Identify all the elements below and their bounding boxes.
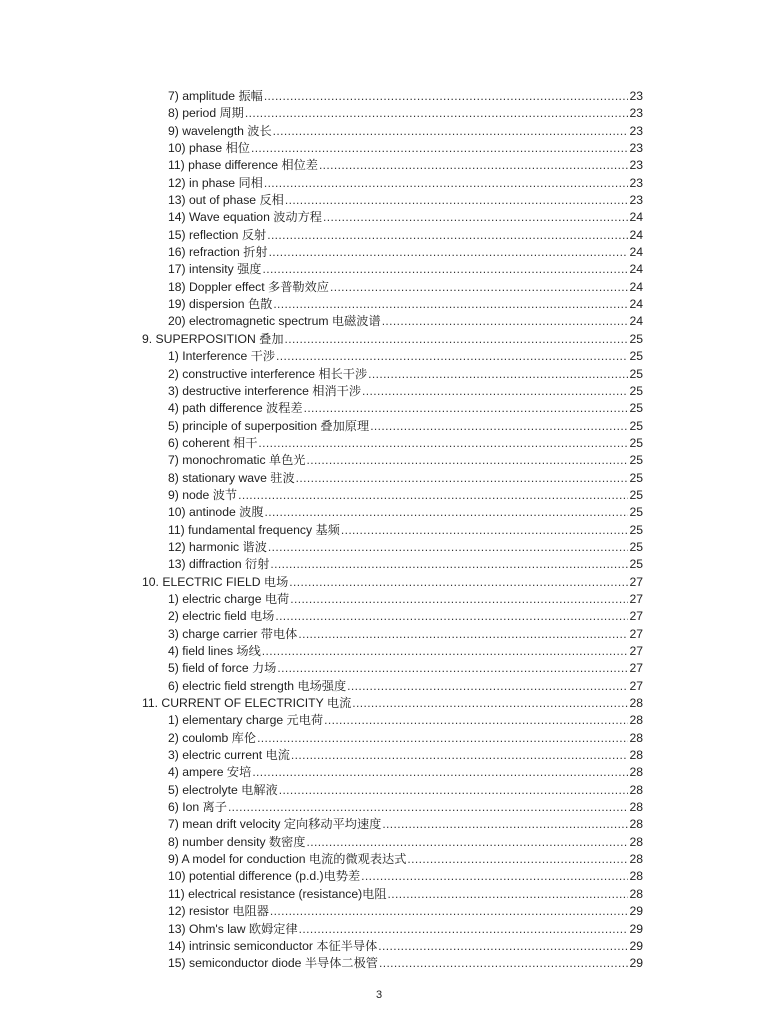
toc-entry[interactable] (142, 678, 643, 695)
toc-entry-page-number: 24 (629, 262, 643, 277)
toc-entry-label: 5) field of force 力场 (168, 661, 277, 676)
toc-entry-label: 10. ELECTRIC FIELD 电场 (142, 574, 289, 589)
toc-entry-label: 6) Ion 离子 (168, 800, 227, 815)
toc-entry-page-number: 23 (629, 158, 643, 173)
toc-entry-page-number: 25 (629, 383, 643, 398)
dot-leader (268, 539, 629, 556)
dot-leader (382, 313, 629, 330)
toc-entry[interactable] (142, 938, 643, 955)
toc-entry-page-number: 23 (629, 193, 643, 208)
dot-leader (379, 955, 628, 972)
dot-leader (264, 88, 629, 105)
toc-entry[interactable] (142, 504, 643, 521)
toc-entry-page-number: 25 (629, 331, 643, 346)
toc-entry-label: 7) mean drift velocity 定向移动平均速度 (168, 817, 382, 832)
dot-leader (257, 730, 628, 747)
toc-section-heading[interactable] (142, 574, 643, 591)
toc-entry-page-number: 24 (629, 297, 643, 312)
toc-entry-page-number: 23 (629, 89, 643, 103)
toc-entry-page-number: 28 (629, 800, 643, 815)
toc-entry[interactable] (142, 886, 643, 903)
toc-entry-label: 5) electrolyte 电解液 (168, 782, 278, 797)
toc-entry[interactable] (142, 383, 643, 400)
toc-entry[interactable] (142, 435, 643, 452)
dot-leader (388, 886, 629, 903)
toc-entry-label: 11) fundamental frequency 基频 (168, 522, 340, 537)
toc-entry-label: 10) phase 相位 (168, 141, 250, 156)
dot-leader (285, 192, 629, 209)
toc-entry[interactable] (142, 452, 643, 469)
toc-entry-page-number: 28 (629, 696, 643, 711)
toc-entry-label: 3) charge carrier 带电体 (168, 626, 298, 641)
toc-entry-page-number: 23 (629, 141, 643, 156)
toc-entry-page-number: 29 (629, 921, 643, 936)
toc-entry-page-number: 29 (629, 956, 643, 971)
dot-leader (319, 157, 628, 174)
toc-entry-page-number: 27 (629, 678, 643, 693)
toc-entry-label: 13) diffraction 衍射 (168, 557, 270, 572)
toc-entry[interactable] (142, 921, 643, 938)
toc-entry[interactable] (142, 88, 643, 105)
toc-entry[interactable] (142, 591, 643, 608)
toc-entry[interactable] (142, 209, 643, 226)
toc-entry-page-number: 27 (629, 574, 643, 589)
toc-entry[interactable] (142, 366, 643, 383)
toc-entry-page-number: 28 (629, 765, 643, 780)
toc-entry[interactable] (142, 487, 643, 504)
dot-leader (262, 643, 629, 660)
toc-entry-page-number: 24 (629, 279, 643, 294)
dot-leader (270, 903, 629, 920)
dot-leader (407, 851, 628, 868)
toc-entry[interactable] (142, 851, 643, 868)
toc-entry-label: 9) A model for conduction 电流的微观表达式 (168, 852, 407, 867)
toc-entry-label: 11) electrical resistance (resistance)电阻 (168, 886, 387, 901)
toc-entry-page-number: 28 (629, 713, 643, 728)
toc-entry-page-number: 25 (629, 487, 643, 502)
dot-leader (251, 140, 628, 157)
toc-entry-label: 15) semiconductor diode 半导体二极管 (168, 956, 378, 971)
toc-entry[interactable] (142, 227, 643, 244)
dot-leader (270, 556, 628, 573)
dot-leader (323, 209, 628, 226)
toc-entry-label: 9. SUPERPOSITION 叠加 (142, 331, 284, 346)
toc-entry[interactable] (142, 157, 643, 174)
toc-entry-label: 1) electric charge 电荷 (168, 591, 290, 606)
toc-entry[interactable] (142, 400, 643, 417)
dot-leader (330, 279, 628, 296)
dot-leader (228, 799, 629, 816)
toc-entry[interactable] (142, 747, 643, 764)
toc-entry[interactable] (142, 730, 643, 747)
toc-entry-page-number: 28 (629, 748, 643, 763)
toc-entry[interactable] (142, 608, 643, 625)
toc-entry[interactable] (142, 764, 643, 781)
dot-leader (285, 331, 629, 348)
dot-leader (265, 504, 629, 521)
dot-leader (324, 712, 628, 729)
toc-entry-label: 10) antinode 波腹 (168, 505, 264, 520)
toc-entry-label: 8) stationary wave 驻波 (168, 470, 295, 485)
dot-leader (378, 938, 628, 955)
toc-entry-page-number: 27 (629, 661, 643, 676)
dot-leader (277, 660, 628, 677)
dot-leader (304, 400, 629, 417)
dot-leader (306, 452, 628, 469)
dot-leader (291, 747, 629, 764)
toc-entry[interactable] (142, 660, 643, 677)
dot-leader (341, 522, 629, 539)
toc-entry-page-number: 23 (629, 175, 643, 190)
toc-entry-label: 11. CURRENT OF ELECTRICITY 电流 (142, 696, 352, 711)
toc-entry[interactable] (142, 261, 643, 278)
toc-entry-page-number: 25 (629, 435, 643, 450)
dot-leader (264, 175, 629, 192)
dot-leader (290, 591, 628, 608)
toc-entry-label: 9) wavelength 波长 (168, 123, 272, 138)
toc-entry[interactable] (142, 834, 643, 851)
dot-leader (252, 764, 628, 781)
dot-leader (299, 921, 629, 938)
dot-leader (368, 366, 628, 383)
dot-leader (269, 244, 629, 261)
toc-entry[interactable] (142, 313, 643, 330)
toc-entry-label: 4) field lines 场线 (168, 644, 261, 658)
toc-entry-label: 2) electric field 电场 (168, 609, 275, 624)
toc-entry-page-number: 29 (629, 904, 643, 919)
dot-leader (352, 695, 628, 712)
toc-entry-page-number: 28 (629, 817, 643, 832)
toc-entry-page-number: 28 (629, 886, 643, 901)
toc-entry[interactable] (142, 556, 643, 573)
dot-leader (298, 626, 628, 643)
dot-leader (307, 834, 629, 851)
toc-entry-label: 16) refraction 折射 (168, 245, 268, 260)
dot-leader (362, 383, 628, 400)
dot-leader (262, 261, 628, 278)
toc-entry-page-number: 25 (629, 453, 643, 468)
toc-entry-label: 4) ampere 安培 (168, 765, 252, 780)
toc-entry[interactable] (142, 712, 643, 729)
page-number: 3 (375, 989, 383, 1001)
toc-entry-label: 1) Interference 干涉 (168, 349, 276, 364)
toc-entry[interactable] (142, 643, 643, 660)
toc-entry-page-number: 25 (629, 366, 643, 381)
dot-leader (279, 782, 629, 799)
toc-entry-page-number: 25 (629, 470, 643, 485)
toc-entry-page-number: 25 (629, 349, 643, 364)
toc-entry-page-number: 25 (629, 557, 643, 572)
toc-entry-label: 12) in phase 同相 (168, 175, 263, 190)
dot-leader (273, 296, 628, 313)
toc-entry[interactable] (142, 244, 643, 261)
toc-entry-label: 13) Ohm's law 欧姆定律 (168, 921, 298, 936)
toc-entry-label: 6) electric field strength 电场强度 (168, 678, 347, 693)
toc-entry-page-number: 25 (629, 401, 643, 416)
toc-entry-page-number: 25 (629, 522, 643, 537)
toc-entry-label: 13) out of phase 反相 (168, 193, 284, 208)
toc-entry-label: 2) constructive interference 相长干涉 (168, 366, 368, 381)
toc-entry[interactable] (142, 955, 643, 972)
toc-entry-page-number: 23 (629, 106, 643, 121)
toc-entry-page-number: 28 (629, 869, 643, 884)
toc-entry-label: 10) potential difference (p.d.)电势差 (168, 869, 361, 884)
toc-entry-page-number: 24 (629, 210, 643, 225)
toc-entry-label: 20) electromagnetic spectrum 电磁波谱 (168, 314, 381, 329)
dot-leader (267, 227, 628, 244)
toc-entry-label: 8) number density 数密度 (168, 834, 306, 849)
dot-leader (382, 816, 628, 833)
toc-entry-label: 12) harmonic 谐波 (168, 539, 267, 554)
toc-entry-label: 2) coulomb 库伦 (168, 730, 257, 745)
toc-entry-page-number: 23 (629, 123, 643, 138)
dot-leader (276, 348, 628, 365)
dot-leader (347, 678, 628, 695)
toc-entry[interactable] (142, 105, 643, 122)
toc-entry[interactable] (142, 470, 643, 487)
toc-entry-label: 5) principle of superposition 叠加原理 (168, 418, 370, 433)
toc-entry[interactable] (142, 348, 643, 365)
toc-entry-page-number: 28 (629, 852, 643, 867)
dot-leader (258, 435, 628, 452)
dot-leader (245, 105, 629, 122)
toc-entry[interactable] (142, 799, 643, 816)
toc-entry-label: 15) reflection 反射 (168, 227, 267, 242)
toc-entry-label: 12) resistor 电阻器 (168, 904, 269, 919)
dot-leader (289, 574, 628, 591)
toc-entry-label: 7) amplitude 振幅 (168, 89, 263, 103)
toc-entry[interactable] (142, 175, 643, 192)
toc-entry[interactable] (142, 626, 643, 643)
toc-entry-page-number: 24 (629, 245, 643, 260)
toc-entry-label: 19) dispersion 色散 (168, 297, 273, 312)
toc-entry-label: 7) monochromatic 单色光 (168, 453, 306, 468)
toc-entry[interactable] (142, 539, 643, 556)
toc-entry[interactable] (142, 816, 643, 833)
toc-entry-page-number: 28 (629, 730, 643, 745)
toc-entry-label: 18) Doppler effect 多普勒效应 (168, 279, 329, 294)
toc-entry[interactable] (142, 279, 643, 296)
toc-entry-page-number: 28 (629, 782, 643, 797)
toc-entry-label: 17) intensity 强度 (168, 262, 262, 277)
toc-entry-page-number: 27 (629, 609, 643, 624)
dot-leader (273, 123, 629, 140)
dot-leader (296, 470, 629, 487)
toc-section-heading[interactable] (142, 331, 643, 348)
dot-leader (370, 418, 628, 435)
toc-entry-label: 14) Wave equation 波动方程 (168, 210, 322, 225)
toc-entry-page-number: 25 (629, 418, 643, 433)
toc-entry-label: 8) period 周期 (168, 106, 244, 121)
toc-entry-label: 1) elementary charge 元电荷 (168, 713, 324, 728)
toc-entry[interactable] (142, 522, 643, 539)
toc-entry-page-number: 27 (629, 626, 643, 641)
toc-entry-label: 9) node 波节 (168, 487, 238, 502)
toc-entry[interactable] (142, 296, 643, 313)
table-of-contents (142, 88, 643, 973)
toc-entry-page-number: 24 (629, 314, 643, 329)
toc-entry-label: 3) electric current 电流 (168, 748, 290, 763)
dot-leader (361, 868, 628, 885)
toc-entry-page-number: 25 (629, 505, 643, 520)
toc-entry[interactable] (142, 903, 643, 920)
toc-entry-page-number: 25 (629, 539, 643, 554)
toc-entry[interactable] (142, 868, 643, 885)
toc-entry-label: 6) coherent 相干 (168, 435, 258, 450)
toc-entry[interactable] (142, 782, 643, 799)
toc-entry-label: 4) path difference 波程差 (168, 401, 303, 416)
toc-entry[interactable] (142, 140, 643, 157)
toc-entry-page-number: 29 (629, 938, 643, 953)
toc-entry-page-number: 27 (629, 591, 643, 606)
toc-entry[interactable] (142, 192, 643, 209)
toc-entry-label: 11) phase difference 相位差 (168, 158, 318, 173)
toc-section-heading[interactable] (142, 695, 643, 712)
dot-leader (238, 487, 628, 504)
toc-entry-page-number: 27 (629, 644, 643, 658)
toc-entry-label: 3) destructive interference 相消干涉 (168, 383, 362, 398)
toc-entry-label: 14) intrinsic semiconductor 本征半导体 (168, 938, 378, 953)
dot-leader (275, 608, 628, 625)
toc-entry-page-number: 28 (629, 834, 643, 849)
toc-entry[interactable] (142, 418, 643, 435)
toc-entry[interactable] (142, 123, 643, 140)
toc-entry-page-number: 24 (629, 227, 643, 242)
